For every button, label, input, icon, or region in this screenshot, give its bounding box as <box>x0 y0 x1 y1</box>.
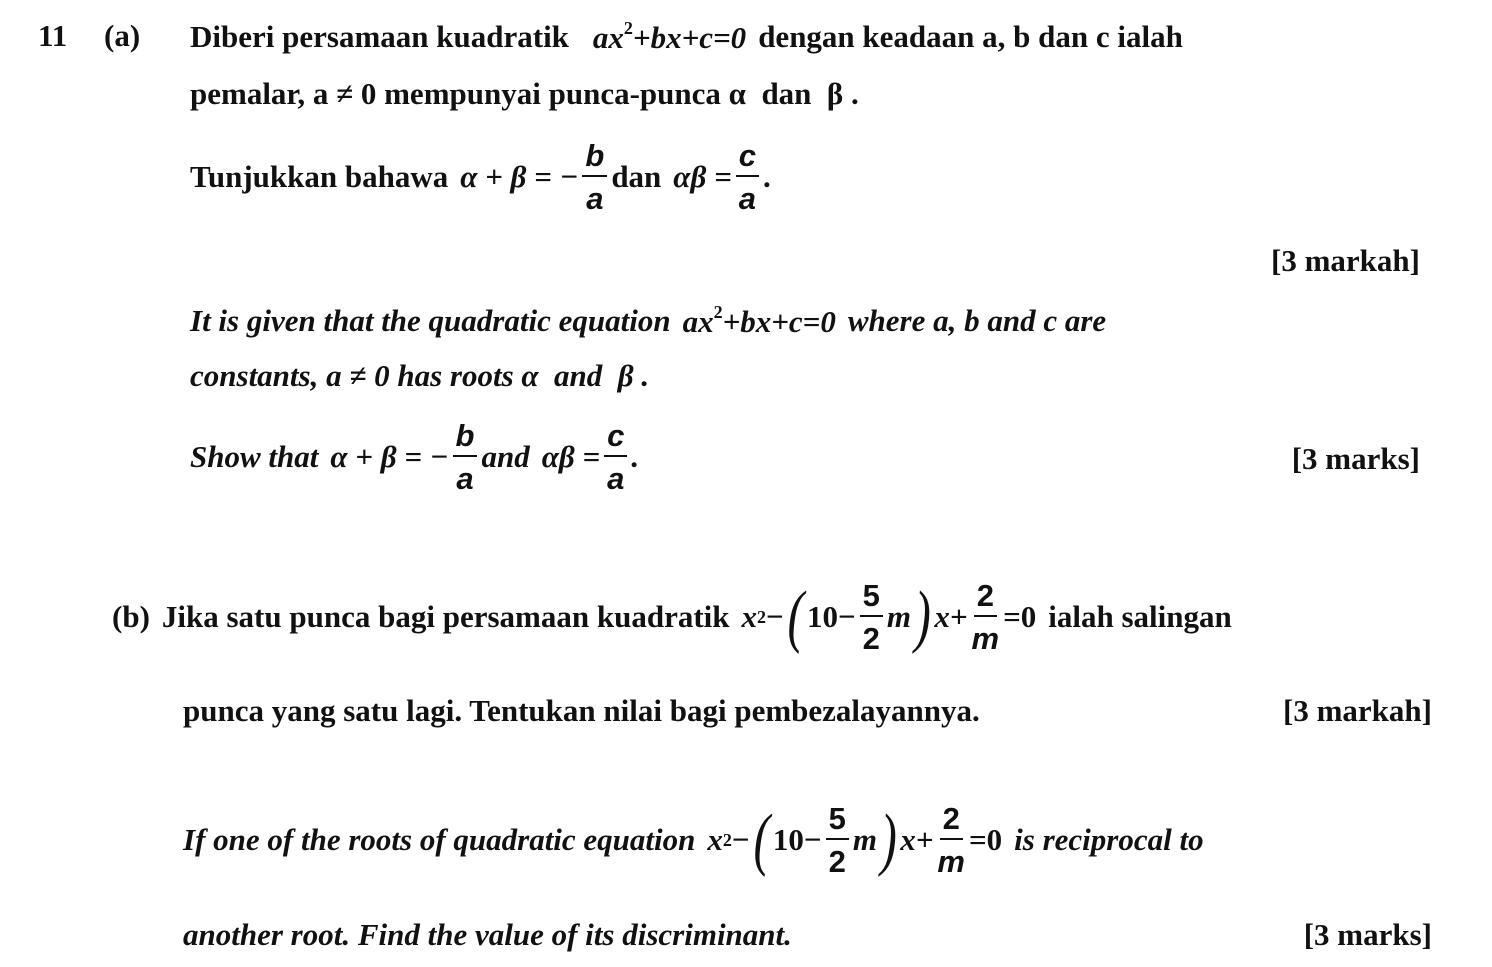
fraction-2-over-m <box>972 580 1000 654</box>
numerator: 2 <box>974 580 997 617</box>
marks-text: [3 markah] <box>1283 693 1432 728</box>
product-expression: αβ = <box>673 159 732 194</box>
fraction-2-over-m <box>937 803 965 877</box>
part-b-malay-line2 <box>183 693 980 729</box>
denominator: m <box>937 844 965 879</box>
denominator: a <box>607 461 625 496</box>
fraction-c-over-a <box>736 140 759 214</box>
eq-term: x+ <box>900 822 934 857</box>
fraction-b-over-a <box>453 420 478 494</box>
text: another root. Find the value of its discriminant. <box>183 917 792 952</box>
part-b-malay-line1 <box>112 580 1232 654</box>
part-a-english-line1 <box>190 302 1106 340</box>
marks-text: [3 marks] <box>1291 441 1420 476</box>
fraction-5-over-2 <box>860 580 883 654</box>
marks-text: [3 marks] <box>1303 917 1432 952</box>
fraction-5-over-2 <box>826 803 849 877</box>
text: . <box>763 159 771 194</box>
numerator: c <box>604 420 627 457</box>
eq-exponent: 2 <box>757 606 767 627</box>
question-number-text: 11 <box>38 18 68 53</box>
numerator: 2 <box>940 803 963 840</box>
eq-term: 10− <box>772 822 822 857</box>
text: If one of the roots of quadratic equation <box>183 822 696 857</box>
text: Show that <box>190 439 319 474</box>
equation <box>707 803 1002 877</box>
part-a-english-line2 <box>190 358 649 394</box>
text: where a, b and c are <box>847 303 1107 338</box>
eq-term: 10− <box>807 599 856 634</box>
eq-exponent: 2 <box>623 18 633 38</box>
eq-term: =0 <box>1003 599 1037 634</box>
text: Tunjukkan bahawa <box>190 159 449 194</box>
eq-exponent: 2 <box>722 829 732 850</box>
eq-term: m <box>886 599 912 634</box>
text: dengan keadaan a, b dan c ialah <box>758 19 1183 54</box>
eq-term: +bx+c=0 <box>632 20 747 55</box>
part-a-malay-line2 <box>190 76 859 112</box>
text: It is given that the quadratic equation <box>190 303 671 338</box>
part-a-malay-line1 <box>190 18 1183 56</box>
paren: ) <box>880 801 897 878</box>
part-b-english-line2 <box>183 917 792 953</box>
equation <box>683 302 836 340</box>
denominator: m <box>971 621 1000 656</box>
product-expression: αβ = <box>541 439 601 474</box>
part-b-label: (b) <box>112 599 150 634</box>
text: constants, a ≠ 0 has roots α and β . <box>190 358 650 393</box>
eq-term: m <box>852 822 877 857</box>
part-a-label <box>104 18 140 54</box>
text: ialah salingan <box>1048 599 1232 634</box>
part-a-malay-show <box>190 140 771 214</box>
fraction-c-over-a <box>604 420 627 494</box>
part-a-label-text: (a) <box>104 18 141 53</box>
eq-term: x <box>741 599 758 634</box>
marks-text: [3 markah] <box>1271 243 1420 278</box>
text: and <box>481 439 530 474</box>
fraction-b-over-a <box>582 140 607 214</box>
numerator: b <box>582 140 607 177</box>
marks-label <box>1292 441 1420 477</box>
paren: ) <box>914 578 931 655</box>
denominator: a <box>738 181 756 216</box>
eq-term: x+ <box>934 599 968 634</box>
eq-term: − <box>731 822 750 857</box>
numerator: 5 <box>826 803 849 840</box>
text: pemalar, a ≠ 0 mempunyai punca-punca α dan β . <box>190 76 859 111</box>
numerator: c <box>736 140 759 177</box>
numerator: 5 <box>860 580 883 617</box>
text: punca yang satu lagi. Tentukan nilai bagi pembezalayannya. <box>183 693 980 728</box>
eq-exponent: 2 <box>713 302 723 322</box>
text: dan <box>611 159 662 194</box>
question-number <box>38 18 67 54</box>
text: . <box>631 439 640 474</box>
eq-term: − <box>766 599 784 634</box>
denominator: 2 <box>828 844 846 879</box>
paren: ( <box>753 801 770 878</box>
eq-term: ax <box>592 20 624 55</box>
sum-expression: α + β = − <box>330 439 449 474</box>
denominator: a <box>586 181 604 216</box>
equation <box>593 18 746 56</box>
eq-term: x <box>707 822 723 857</box>
text: Jika satu punca bagi persamaan kuadratik <box>161 599 730 634</box>
part-a-english-show <box>190 420 639 494</box>
eq-term: +bx+c=0 <box>722 304 836 339</box>
paren: ( <box>787 578 804 655</box>
denominator: a <box>456 461 474 496</box>
marks-label <box>1283 693 1432 729</box>
sum-expression: α + β = − <box>460 159 579 194</box>
numerator: b <box>453 420 478 457</box>
marks-label <box>1304 917 1432 953</box>
eq-term: ax <box>682 304 714 339</box>
eq-term: =0 <box>969 822 1003 857</box>
equation <box>742 580 1037 654</box>
part-b-english-line1 <box>183 803 1204 877</box>
text: is reciprocal to <box>1014 822 1204 857</box>
text: Diberi persamaan kuadratik <box>190 19 569 54</box>
marks-label <box>1271 243 1420 279</box>
denominator: 2 <box>862 621 880 656</box>
